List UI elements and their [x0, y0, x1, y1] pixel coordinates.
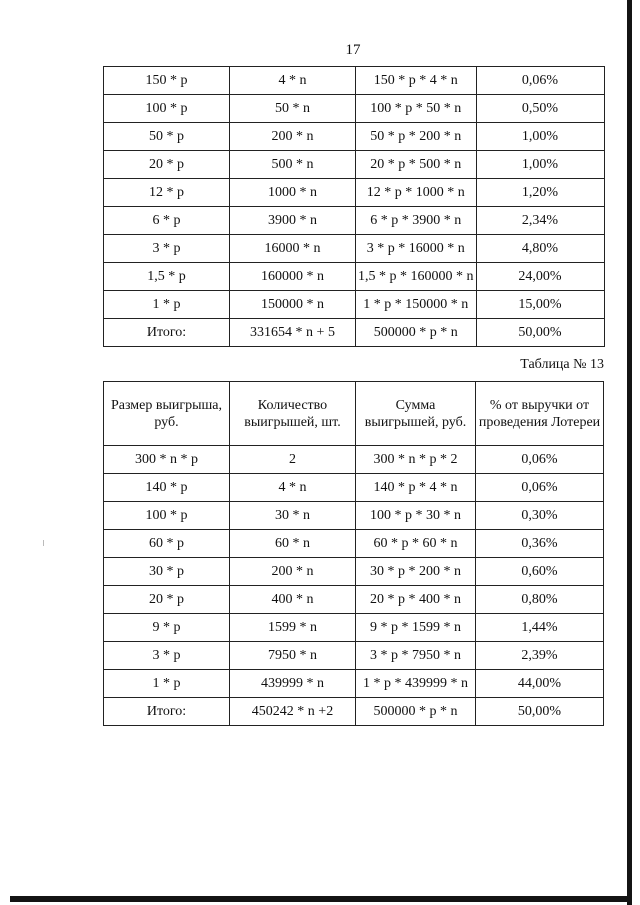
revenue-percent-cell: 0,80%	[476, 586, 604, 614]
revenue-percent-cell: 1,00%	[476, 151, 604, 179]
prize-table-13	[103, 381, 604, 726]
table-row	[104, 95, 605, 123]
prize-size-cell: 1,5 * p	[104, 263, 230, 291]
prize-count-cell: 4 * n	[230, 67, 356, 95]
prize-sum-cell: 100 * p * 30 * n	[356, 502, 476, 530]
prize-sum-cell: 500000 * p * n	[356, 319, 477, 347]
prize-size-cell: 300 * n * p	[104, 446, 230, 474]
prize-sum-cell: 1 * p * 150000 * n	[356, 291, 477, 319]
total-row	[104, 698, 604, 726]
prize-size-cell: 100 * p	[104, 95, 230, 123]
table-row	[104, 446, 604, 474]
margin-mark	[43, 540, 44, 546]
table-row	[104, 474, 604, 502]
table-row	[104, 670, 604, 698]
prize-sum-cell: 50 * p * 200 * n	[356, 123, 477, 151]
prize-size-cell: 6 * p	[104, 207, 230, 235]
table-row	[104, 291, 605, 319]
prize-size-cell: 3 * p	[104, 235, 230, 263]
prize-size-cell: 1 * p	[104, 670, 230, 698]
prize-sum-cell: 30 * p * 200 * n	[356, 558, 476, 586]
table-row	[104, 151, 605, 179]
revenue-percent-cell: 2,39%	[476, 642, 604, 670]
revenue-percent-cell: 0,30%	[476, 502, 604, 530]
prize-sum-cell: 60 * p * 60 * n	[356, 530, 476, 558]
prize-size-cell: 140 * p	[104, 474, 230, 502]
prize-table-13-body	[104, 446, 604, 726]
revenue-percent-cell: 0,60%	[476, 558, 604, 586]
table-row	[104, 207, 605, 235]
revenue-percent-cell: 0,50%	[476, 95, 604, 123]
scan-edge-right	[627, 0, 632, 905]
prize-count-cell: 3900 * n	[230, 207, 356, 235]
prize-size-cell: 50 * p	[104, 123, 230, 151]
revenue-percent-cell: 2,34%	[476, 207, 604, 235]
prize-count-cell: 400 * n	[230, 586, 356, 614]
revenue-percent-cell: 50,00%	[476, 698, 604, 726]
prize-count-cell: 439999 * n	[230, 670, 356, 698]
revenue-percent-cell: 44,00%	[476, 670, 604, 698]
table-row	[104, 67, 605, 95]
prize-table-13-header	[104, 382, 604, 446]
header-prize-size: Размер выигрыша, руб.	[104, 382, 230, 446]
table-caption: Таблица № 13	[520, 357, 604, 372]
prize-size-cell: 3 * p	[104, 642, 230, 670]
scan-edge-bottom	[10, 896, 632, 902]
prize-count-cell: 200 * n	[230, 558, 356, 586]
prize-count-cell: 1000 * n	[230, 179, 356, 207]
table-row	[104, 179, 605, 207]
revenue-percent-cell: 24,00%	[476, 263, 604, 291]
table-row	[104, 614, 604, 642]
prize-sum-cell: 1,5 * p * 160000 * n	[356, 263, 477, 291]
prize-size-cell: Итого:	[104, 698, 230, 726]
prize-count-cell: 16000 * n	[230, 235, 356, 263]
revenue-percent-cell: 1,20%	[476, 179, 604, 207]
revenue-percent-cell: 1,44%	[476, 614, 604, 642]
prize-sum-cell: 6 * p * 3900 * n	[356, 207, 477, 235]
table-row	[104, 586, 604, 614]
table-row	[104, 123, 605, 151]
prize-size-cell: 150 * p	[104, 67, 230, 95]
prize-sum-cell: 140 * p * 4 * n	[356, 474, 476, 502]
prize-count-cell: 30 * n	[230, 502, 356, 530]
prize-count-cell: 4 * n	[230, 474, 356, 502]
table-row	[104, 502, 604, 530]
prize-count-cell: 2	[230, 446, 356, 474]
prize-count-cell: 331654 * n + 5	[230, 319, 356, 347]
prize-size-cell: 1 * p	[104, 291, 230, 319]
prize-size-cell: Итого:	[104, 319, 230, 347]
prize-sum-cell: 20 * p * 400 * n	[356, 586, 476, 614]
prize-size-cell: 20 * p	[104, 586, 230, 614]
prize-count-cell: 150000 * n	[230, 291, 356, 319]
table-row	[104, 642, 604, 670]
prize-sum-cell: 150 * p * 4 * n	[356, 67, 477, 95]
total-row	[104, 319, 605, 347]
prize-sum-cell: 300 * n * p * 2	[356, 446, 476, 474]
prize-count-cell: 50 * n	[230, 95, 356, 123]
prize-size-cell: 12 * p	[104, 179, 230, 207]
prize-sum-cell: 1 * p * 439999 * n	[356, 670, 476, 698]
revenue-percent-cell: 0,06%	[476, 67, 604, 95]
table-row	[104, 558, 604, 586]
prize-sum-cell: 3 * p * 7950 * n	[356, 642, 476, 670]
prize-count-cell: 450242 * n +2	[230, 698, 356, 726]
prize-count-cell: 1599 * n	[230, 614, 356, 642]
prize-size-cell: 9 * p	[104, 614, 230, 642]
revenue-percent-cell: 1,00%	[476, 123, 604, 151]
revenue-percent-cell: 15,00%	[476, 291, 604, 319]
prize-size-cell: 20 * p	[104, 151, 230, 179]
revenue-percent-cell: 0,36%	[476, 530, 604, 558]
header-prize-sum: Сумма выигрышей, руб.	[356, 382, 476, 446]
prize-table-continued	[103, 66, 605, 347]
prize-count-cell: 200 * n	[230, 123, 356, 151]
prize-sum-cell: 3 * p * 16000 * n	[356, 235, 477, 263]
table-row	[104, 235, 605, 263]
prize-sum-cell: 500000 * p * n	[356, 698, 476, 726]
prize-size-cell: 60 * p	[104, 530, 230, 558]
header-row	[104, 382, 604, 446]
table-row	[104, 530, 604, 558]
revenue-percent-cell: 0,06%	[476, 446, 604, 474]
prize-sum-cell: 12 * p * 1000 * n	[356, 179, 477, 207]
prize-sum-cell: 100 * p * 50 * n	[356, 95, 477, 123]
prize-count-cell: 160000 * n	[230, 263, 356, 291]
prize-count-cell: 7950 * n	[230, 642, 356, 670]
header-prize-count: Количество выигрышей, шт.	[230, 382, 356, 446]
page-number: 17	[345, 42, 361, 58]
prize-sum-cell: 20 * p * 500 * n	[356, 151, 477, 179]
revenue-percent-cell: 50,00%	[476, 319, 604, 347]
header-revenue-percent: % от выручки от проведения Лотереи	[476, 382, 604, 446]
prize-table-continued-body	[104, 67, 605, 347]
prize-sum-cell: 9 * p * 1599 * n	[356, 614, 476, 642]
table-row	[104, 263, 605, 291]
prize-size-cell: 30 * p	[104, 558, 230, 586]
prize-count-cell: 60 * n	[230, 530, 356, 558]
revenue-percent-cell: 4,80%	[476, 235, 604, 263]
prize-size-cell: 100 * p	[104, 502, 230, 530]
prize-count-cell: 500 * n	[230, 151, 356, 179]
revenue-percent-cell: 0,06%	[476, 474, 604, 502]
